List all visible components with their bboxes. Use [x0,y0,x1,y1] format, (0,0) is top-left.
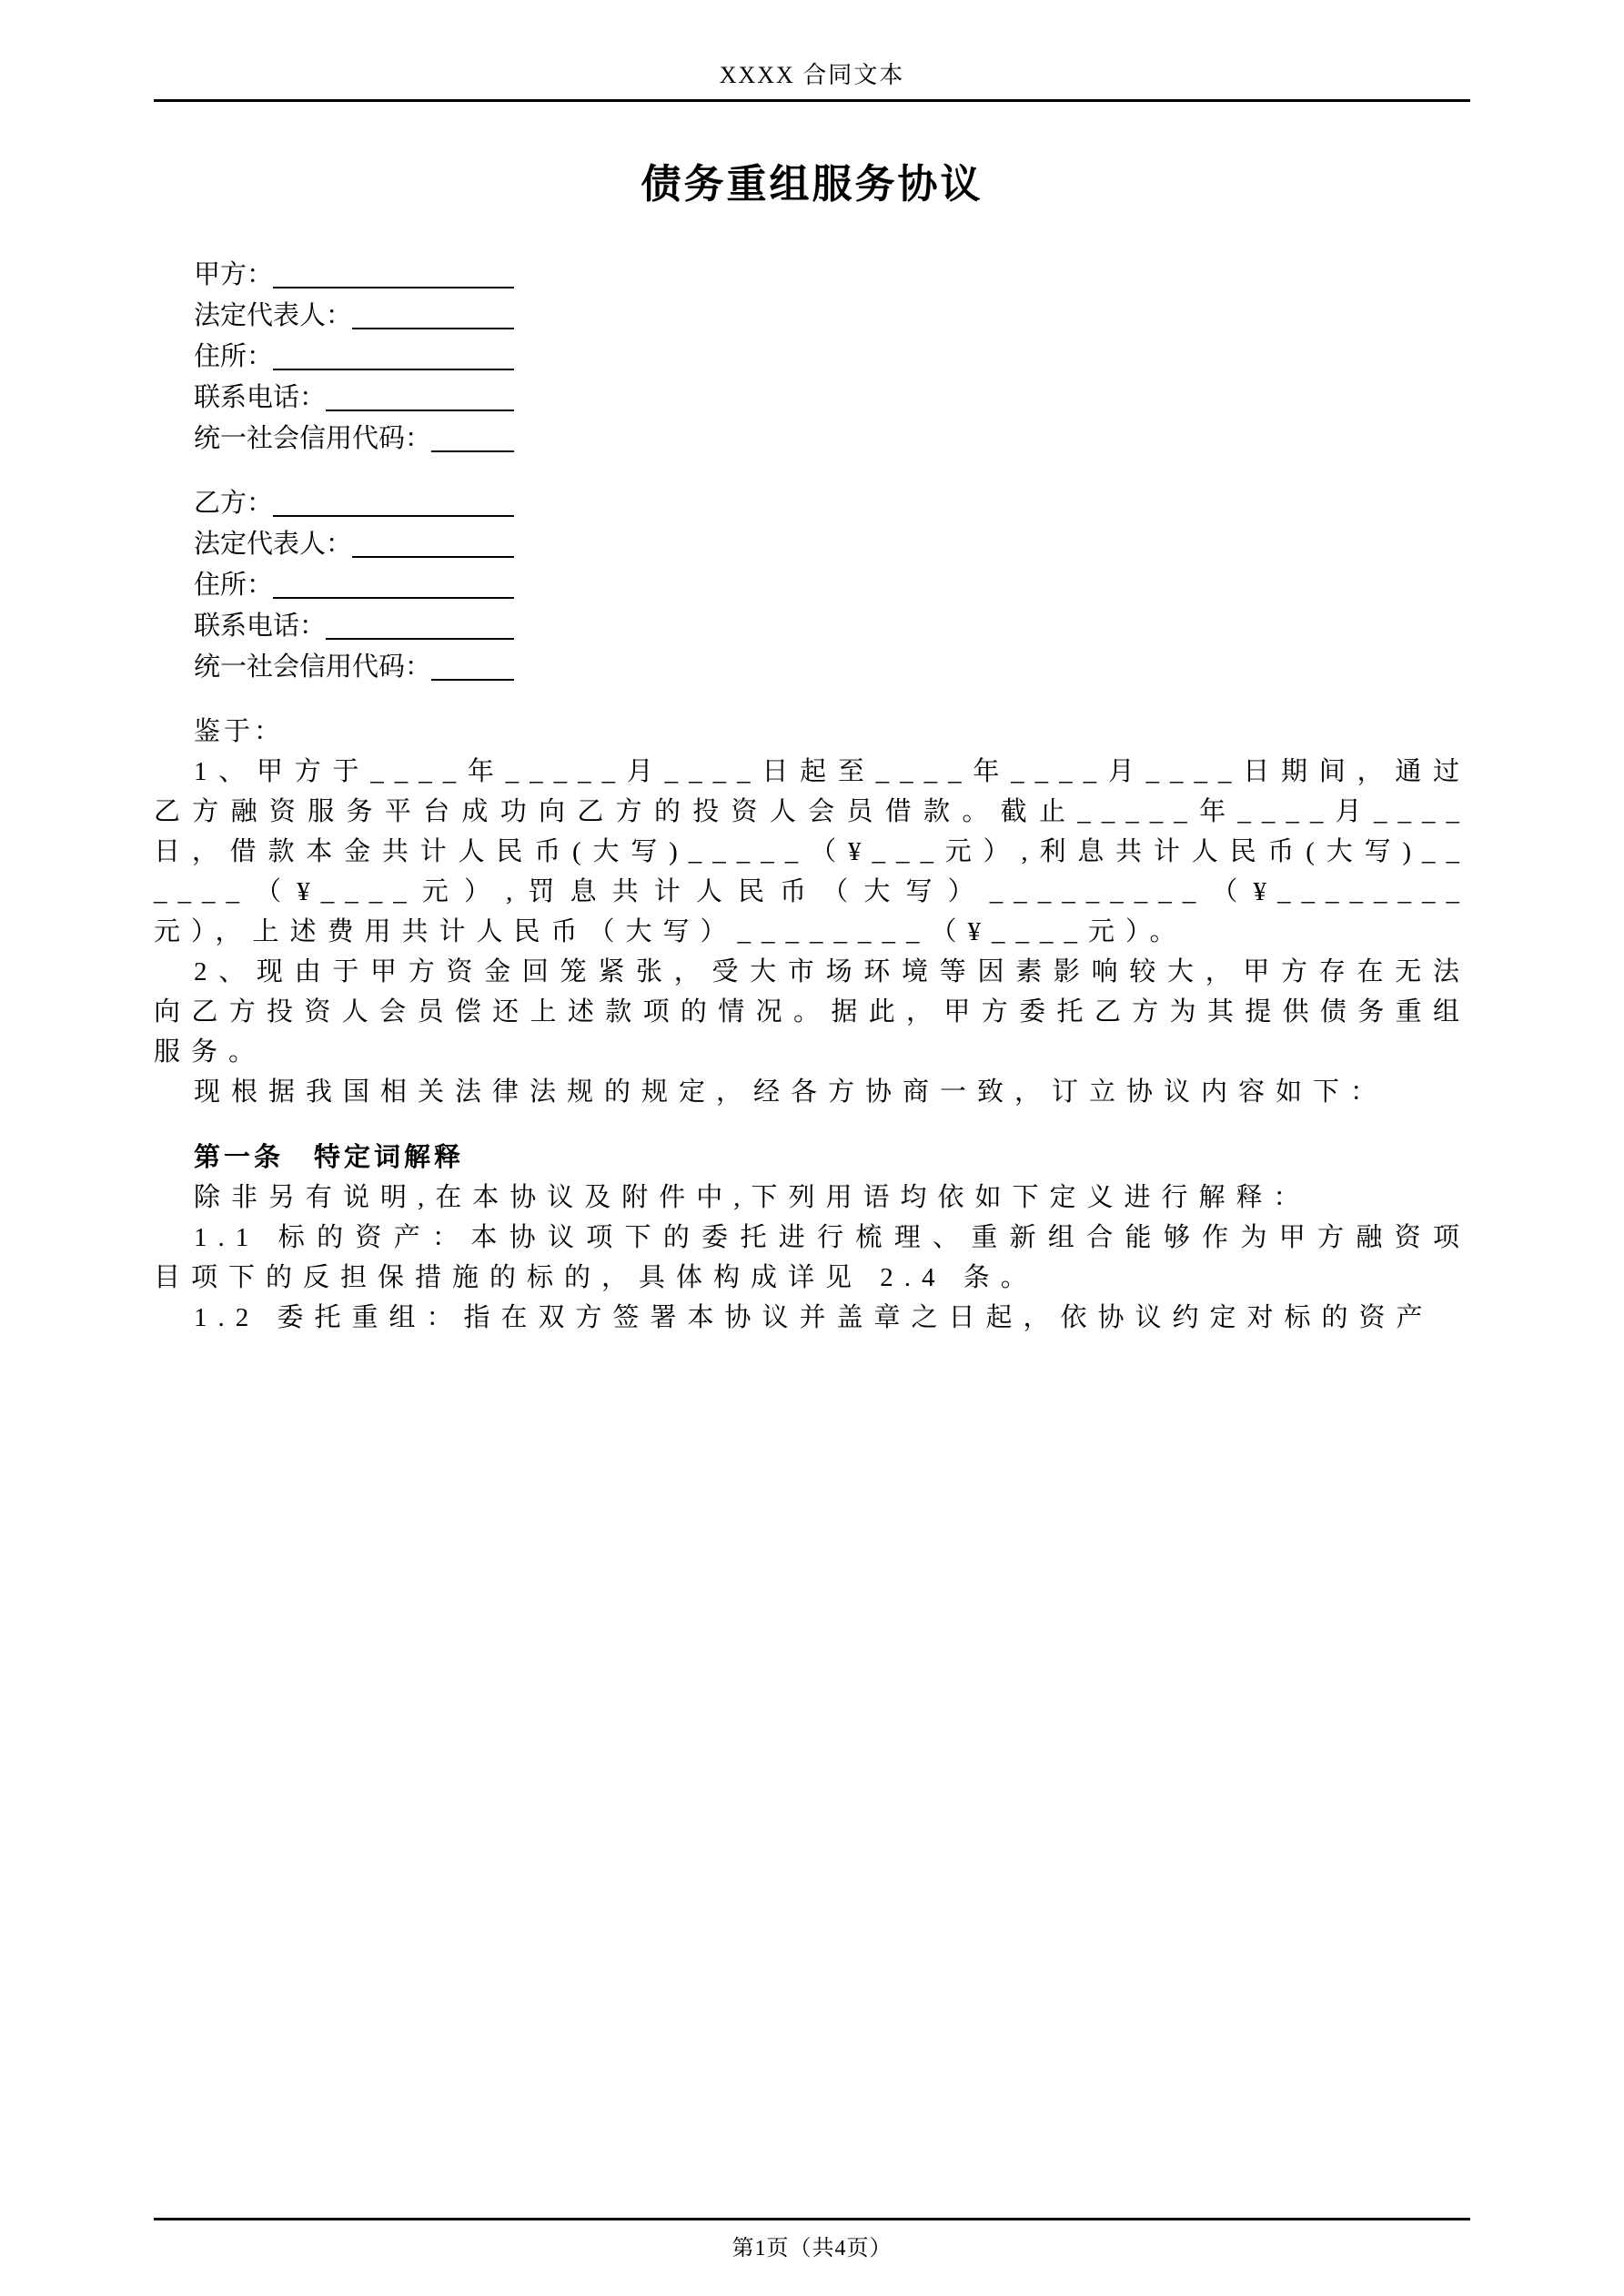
party-b-phone-blank [326,634,514,640]
party-a-credit-code-label: 统一社会信用代码： [194,424,432,453]
party-b-name-blank [273,511,514,517]
body-text [154,712,1470,1338]
party-a-phone-field [194,374,514,415]
whereas-label: 鉴于： [194,717,285,746]
header-doc-type-label: XXXX 合同文本 [719,62,905,88]
party-b-address-field [194,561,514,602]
document-footer [154,2218,1470,2261]
party-b-name-field [194,480,514,521]
document-header [154,0,1470,102]
party-a-address-blank [273,365,514,370]
page-number: 第1页（共4页） [731,2237,893,2261]
party-a-name-field [194,251,514,292]
party-a-credit-code-field [194,415,514,456]
clause-3-paragraph: 现根据我国相关法律法规的规定，经各方协商一致，订立协议内容如下： [194,1077,1388,1107]
party-a-name-label: 甲方： [194,260,274,289]
party-b-credit-code-field [194,643,514,684]
section-1-intro-paragraph: 除非另有说明,在本协议及附件中,下列用语均依如下定义进行解释： [194,1183,1311,1212]
party-a-name-blank [273,283,514,288]
party-a-address-field [194,333,514,374]
party-b-legal-rep-blank [352,552,514,558]
clause-2-paragraph: 2、现由于甲方资金回笼紧张，受大市场环境等因素影响较大，甲方存在无法向乙方投资人会员偿还上述款项的情况。据此，甲方委托乙方为其提供债务重组服务。 [154,957,1470,1067]
party-a-phone-label: 联系电话： [194,383,327,412]
party-b-phone-field [194,602,514,643]
party-b-legal-rep-label: 法定代表人： [194,530,353,559]
header-rule [154,99,1470,102]
party-a-phone-blank [326,406,514,411]
party-b-credit-code-label: 统一社会信用代码： [194,652,432,682]
clause-1-paragraph: 1、甲方于____年_____月____日起至____年____月____日期间，通过乙方融资服务平台成功向乙方的投资人会员借款。截止_____年____月____日，借款本金共计人民币(大写)_____（¥___元）,利息共计人民币(大写)______（¥____元）,罚息共计人民币（大写）_________（¥________元），上述费用共计人民币（大写）________（¥____元）。 [154,757,1470,946]
clause-1-2-paragraph: 1.2 委托重组：指在双方签署本协议并盖章之日起，依协议约定对标的资产 [194,1303,1434,1332]
clause-1-1-paragraph: 1.1 标的资产：本协议项下的委托进行梳理、重新组合能够作为甲方融资项目项下的反担保措施的标的，具体构成详见 2.4 条。 [154,1223,1470,1292]
party-a-legal-rep-blank [352,324,514,329]
party-a-address-label: 住所： [194,342,274,371]
party-a-credit-code-blank [431,447,514,452]
document-title: 债务重组服务协议 [641,162,983,207]
party-a-block [154,251,1470,456]
party-a-legal-rep-label: 法定代表人： [194,301,353,330]
party-b-address-blank [273,593,514,599]
section-1-heading: 第一条 特定词解释 [194,1143,465,1172]
party-b-legal-rep-field [194,521,514,561]
party-b-address-label: 住所： [194,571,274,600]
party-b-name-label: 乙方： [194,489,274,518]
party-b-phone-label: 联系电话： [194,612,327,641]
party-a-legal-rep-field [194,292,514,333]
party-b-block [154,480,1470,684]
party-b-credit-code-blank [431,675,514,681]
